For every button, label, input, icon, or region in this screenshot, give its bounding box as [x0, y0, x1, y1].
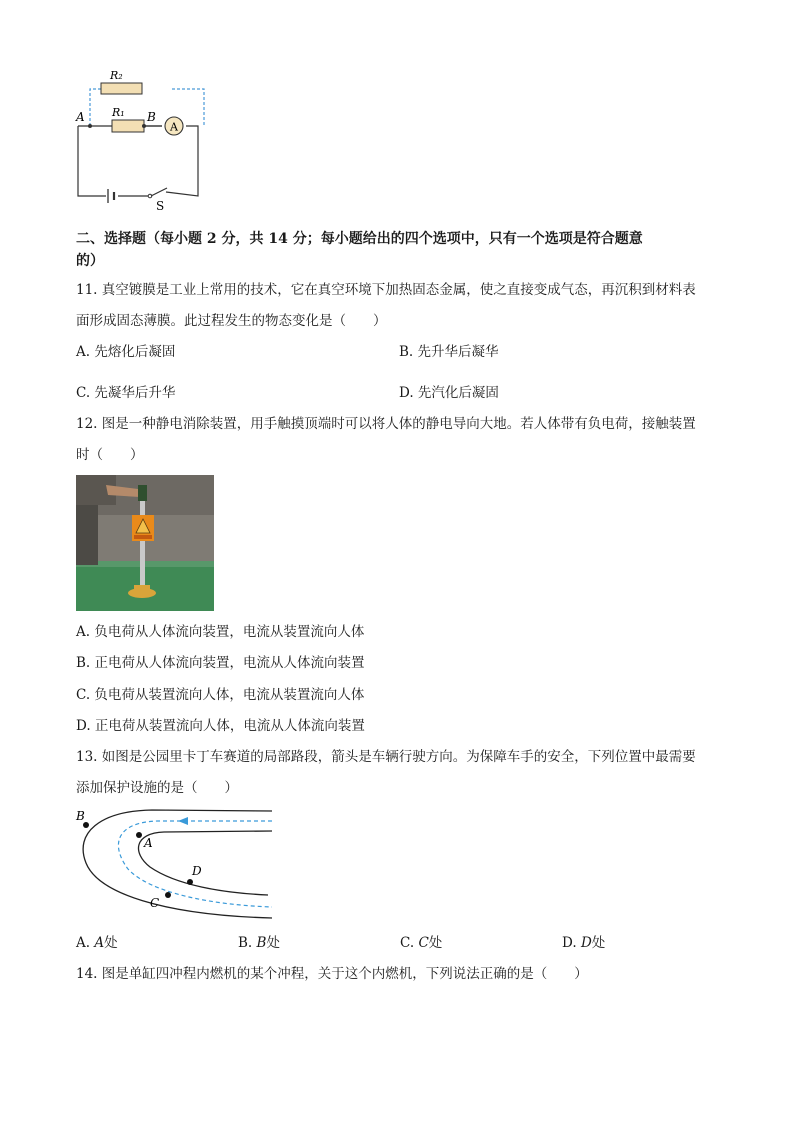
q11-option-d[interactable]: D. 先汽化后凝固: [399, 385, 499, 401]
q13-stem-line1: 13. 如图是公园里卡丁车赛道的局部路段，箭头是车辆行驶方向。为保障车手的安全，下列位置中最需要: [76, 749, 696, 765]
ammeter-label: A: [170, 120, 178, 134]
node-a-dot: [88, 124, 92, 128]
q12-option-a[interactable]: A. 负电荷从人体流向装置，电流从装置流向人体: [76, 624, 365, 640]
q11-stem-line1: 11. 真空镀膜是工业上常用的技术，它在真空环境下加热固态金属，使之直接变成气态，再沉积到材料表: [76, 282, 696, 298]
q12-option-d[interactable]: D. 正电荷从装置流向人体，电流从人体流向装置: [76, 718, 365, 734]
label-r2: R₂: [110, 69, 123, 82]
point-a: [136, 832, 142, 838]
label-c: C: [150, 896, 160, 910]
label-b: B: [147, 110, 156, 124]
q11-option-c[interactable]: C. 先凝华后升华: [76, 385, 176, 401]
static-eliminator-photo: [76, 475, 214, 611]
q11-option-b[interactable]: B. 先升华后凝华: [399, 344, 499, 360]
track-inner-edge: [138, 831, 272, 895]
q13-option-d[interactable]: D. D处: [562, 935, 606, 951]
section-heading-line2: 的）: [76, 253, 104, 269]
point-c: [165, 892, 171, 898]
q13-option-a[interactable]: A. A处: [76, 935, 118, 951]
q12-option-c[interactable]: C. 负电荷从装置流向人体，电流从装置流向人体: [76, 687, 365, 703]
q12-stem-line2: 时（ ）: [76, 447, 144, 463]
circuit-wires: [78, 126, 198, 196]
q12-stem-line1: 12. 图是一种静电消除装置，用手触摸顶端时可以将人体的静电导向大地。若人体带有负电荷，接触装置: [76, 416, 696, 432]
track-outer-edge: [83, 810, 272, 918]
q14-stem-line1: 14. 图是单缸四冲程内燃机的某个冲程，关于这个内燃机，下列说法正确的是（ ）: [76, 966, 588, 982]
section-heading-line1: 二、选择题（每小题 2 分，共 14 分；每小题给出的四个选项中，只有一个选项是符合题意: [76, 231, 643, 247]
label-d: D: [192, 864, 202, 878]
q12-option-b[interactable]: B. 正电荷从人体流向装置，电流从人体流向装置: [76, 655, 365, 671]
q11-option-a[interactable]: A. 先熔化后凝固: [76, 344, 176, 360]
q13-option-b[interactable]: B. B处: [238, 935, 280, 951]
label-b: B: [76, 809, 85, 823]
direction-arrow: [178, 817, 188, 825]
switch-blade: [151, 188, 167, 196]
node-b-dot: [142, 124, 146, 128]
label-r1: R₁: [112, 106, 125, 119]
label-a: A: [144, 836, 153, 850]
q11-stem-line2: 面形成固态薄膜。此过程发生的物态变化是（ ）: [76, 313, 387, 329]
q13-stem-line2: 添加保护设施的是（ ）: [76, 780, 238, 796]
race-track-diagram: [72, 805, 278, 923]
circuit-diagram: [70, 62, 210, 212]
label-a: A: [76, 110, 85, 124]
point-d: [187, 879, 193, 885]
label-s: S: [156, 199, 165, 212]
resistor-r1: [112, 120, 144, 132]
q13-option-c[interactable]: C. C处: [400, 935, 443, 951]
